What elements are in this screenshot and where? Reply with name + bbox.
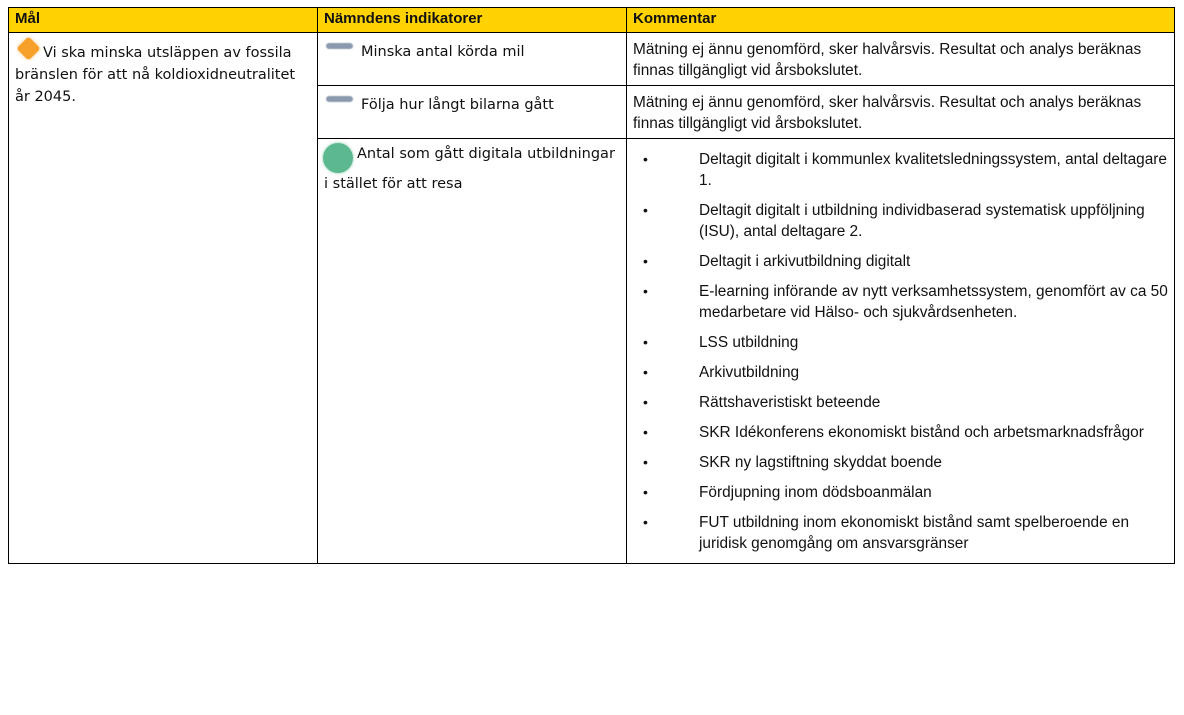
goal-text: Vi ska minska utsläppen av fossila bränslen för att nå koldioxidneutralitet år 2045. — [15, 45, 296, 105]
orange-diamond-icon — [16, 36, 40, 60]
comment-bullet-list — [633, 149, 1168, 554]
comment-cell: Mätning ej ännu genomförd, sker halvårsvis. Resultat och analys beräknas finnas tillgängligt vid årsbokslutet. — [627, 86, 1175, 139]
indicator-cell — [318, 139, 627, 564]
list-item: • Deltagit digitalt i utbildning individbaserad systematisk uppföljning (ISU), antal deltagare 2. — [633, 200, 1168, 242]
list-item: • Deltagit digitalt i kommunlex kvalitetsledningssystem, antal deltagare 1. — [633, 149, 1168, 191]
list-item: • E-learning införande av nytt verksamhetssystem, genomfört av ca 50 medarbetare vid Hälso- och sjukvårdsenheten. — [633, 281, 1168, 323]
gray-dash-icon — [326, 43, 353, 49]
goal-cell — [9, 33, 318, 564]
indicator-label: Antal som gått digitala utbildningar i stället för att resa — [324, 146, 615, 192]
list-item: • Fördjupning inom dödsboanmälan — [633, 482, 1168, 503]
header-indicators: Nämndens indikatorer — [318, 8, 627, 33]
list-item: • LSS utbildning — [633, 332, 1168, 353]
indicator-label: Minska antal körda mil — [361, 44, 525, 60]
list-item: • Rättshaveristiskt beteende — [633, 392, 1168, 413]
indicator-cell — [318, 33, 627, 86]
green-circle-icon — [323, 143, 353, 173]
goals-table — [8, 7, 1175, 564]
comment-cell: Mätning ej ännu genomförd, sker halvårsvis. Resultat och analys beräknas finnas tillgängligt vid årsbokslutet. — [627, 33, 1175, 86]
list-item: • Arkivutbildning — [633, 362, 1168, 383]
header-row — [9, 8, 1175, 33]
list-item: • SKR ny lagstiftning skyddat boende — [633, 452, 1168, 473]
list-item: • Deltagit i arkivutbildning digitalt — [633, 251, 1168, 272]
header-comment: Kommentar — [627, 8, 1175, 33]
header-goal: Mål — [9, 8, 318, 33]
comment-cell — [627, 139, 1175, 564]
list-item: • FUT utbildning inom ekonomiskt bistånd samt spelberoende en juridisk genomgång om ansvarsgränser — [633, 512, 1168, 554]
indicator-label: Följa hur långt bilarna gått — [361, 97, 554, 113]
indicator-cell — [318, 86, 627, 139]
gray-dash-icon — [326, 96, 353, 102]
list-item: • SKR Idékonferens ekonomiskt bistånd och arbetsmarknadsfrågor — [633, 422, 1168, 443]
table-row — [9, 33, 1175, 86]
